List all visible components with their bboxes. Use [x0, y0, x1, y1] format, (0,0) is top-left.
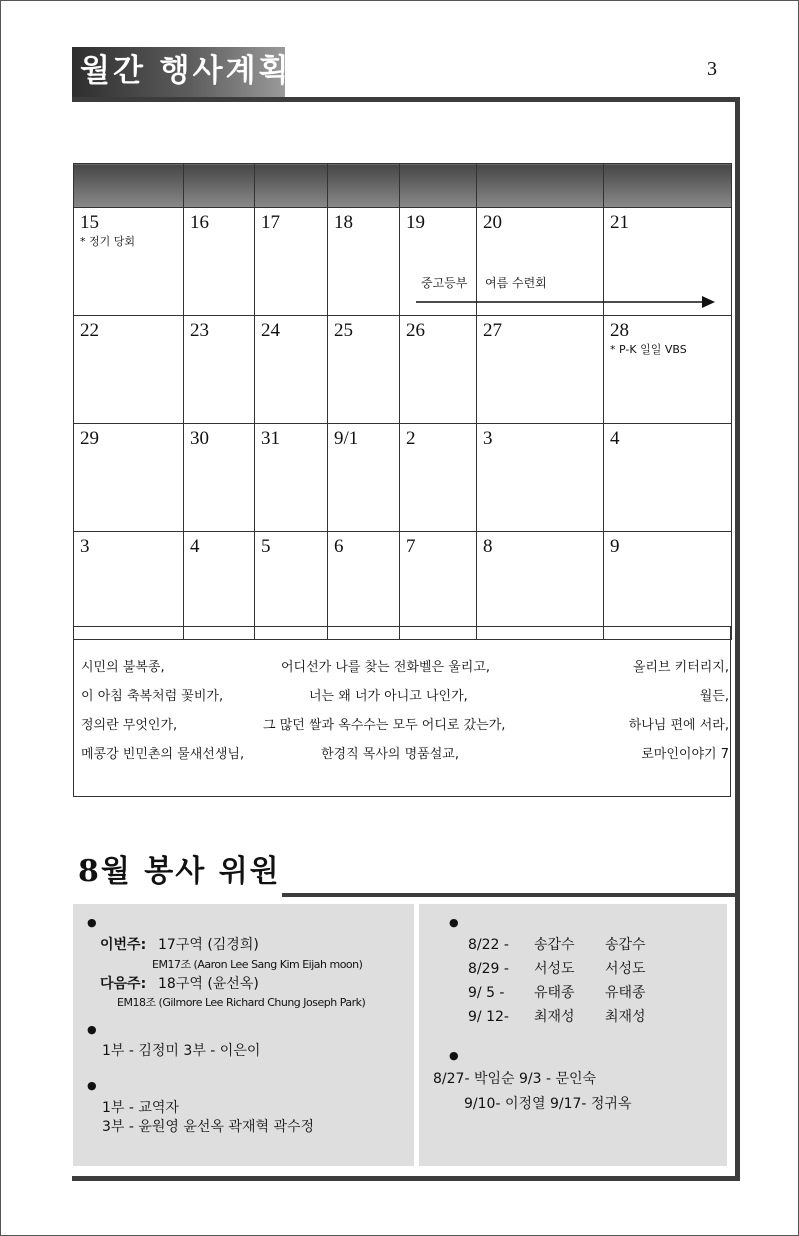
schedule-date: 9/ 5 -: [468, 985, 505, 1001]
monthly-calendar: [73, 163, 732, 640]
book-title: 로마인이야기 7: [641, 747, 729, 762]
day-number: 22: [80, 320, 99, 341]
calendar-day-cell: [477, 316, 604, 424]
calendar-day-cell: [184, 316, 255, 424]
day-event-note: * P-K 일일 VBS: [610, 343, 687, 356]
day-number: 15: [80, 212, 99, 233]
this-week-em-group: EM17조 (Aaron Lee Sang Kim Eijah moon): [152, 958, 363, 971]
schedule-line: 8/27- 박임순 9/3 - 문인숙: [433, 1071, 597, 1087]
day-number: 3: [80, 536, 90, 557]
book-title: 어디선가 나를 찾는 전화벨은 울리고,: [281, 660, 491, 675]
day-number: 28: [610, 320, 629, 341]
calendar-day-cell: [604, 316, 732, 424]
book-list-line: [81, 655, 731, 681]
weekday-header-cell: [400, 164, 477, 208]
calendar-day-cell: [184, 208, 255, 316]
book-list-line: [81, 684, 731, 710]
book-title: 메콩강 빈민촌의 물새선생님,: [81, 747, 245, 762]
calendar-week-row: [74, 316, 732, 424]
day-number: 9: [610, 536, 620, 557]
schedule-name: 최재성: [605, 1009, 646, 1025]
book-title: 한경직 목사의 명품설교,: [321, 747, 459, 762]
calendar-day-cell: [400, 532, 477, 640]
service-group-line: 3부 - 윤원영 윤선옥 곽재혁 곽수정: [102, 1119, 315, 1135]
calendar-week-row: [74, 424, 732, 532]
book-title: 이 아침 축복처럼 꽃비가,: [81, 689, 224, 704]
retreat-label-group: 중고등부: [421, 276, 468, 290]
day-number: 5: [261, 536, 271, 557]
calendar-day-cell: [74, 316, 184, 424]
schedule-name: 송갑수: [534, 937, 575, 953]
service-group-line: 1부 - 김정미 3부 - 이은이: [102, 1043, 261, 1059]
calendar-day-cell: [74, 532, 184, 640]
section-title: 8월 봉사 위원: [78, 854, 281, 889]
calendar-day-cell: [477, 532, 604, 640]
frame-top-rule: [72, 97, 740, 102]
book-title: 하나님 편에 서라,: [628, 718, 729, 733]
next-week-em-group: EM18조 (Gilmore Lee Richard Chung Joseph Park): [117, 996, 366, 1009]
next-week-label: 다음주:: [100, 976, 147, 992]
bullet-icon: ●: [87, 916, 97, 929]
day-number: 16: [190, 212, 209, 233]
day-number: 6: [334, 536, 344, 557]
bullet-icon: ●: [449, 1049, 459, 1062]
day-number: 17: [261, 212, 280, 233]
day-number: 8: [483, 536, 493, 557]
day-number: 24: [261, 320, 280, 341]
next-week-value: 18구역 (윤선옥): [158, 976, 259, 992]
day-number: 19: [406, 212, 425, 233]
frame-right-rule: [735, 97, 740, 1181]
book-title: 그 많던 쌀과 옥수수는 모두 어디로 갔는가,: [263, 718, 506, 733]
section-divider-rule: [282, 893, 740, 897]
day-number: 3: [483, 428, 493, 449]
calendar-day-cell: [255, 424, 328, 532]
frame-bottom-rule: [72, 1176, 740, 1181]
schedule-line: 9/10- 이정열 9/17- 정귀옥: [464, 1096, 632, 1112]
day-number: 2: [406, 428, 416, 449]
calendar-day-cell: [255, 208, 328, 316]
book-list-box: [73, 626, 731, 797]
weekday-header-cell: [74, 164, 184, 208]
retreat-label-title: 여름 수련회: [485, 276, 547, 290]
page-number: 3: [707, 58, 717, 80]
calendar-day-cell: [477, 424, 604, 532]
schedule-name: 서성도: [605, 961, 646, 977]
retreat-span-arrow-icon: [416, 295, 716, 309]
day-number: 27: [483, 320, 502, 341]
day-number: 29: [80, 428, 99, 449]
day-number: 4: [190, 536, 200, 557]
this-week-label: 이번주:: [100, 937, 147, 953]
calendar-week-row: [74, 532, 732, 640]
calendar-day-cell: [74, 424, 184, 532]
day-number: 7: [406, 536, 416, 557]
schedule-date: 9/ 12-: [468, 1009, 509, 1025]
calendar-day-cell: [184, 424, 255, 532]
schedule-date: 8/22 -: [468, 937, 509, 953]
day-number: 4: [610, 428, 620, 449]
book-title: 월든,: [699, 689, 729, 704]
day-number: 25: [334, 320, 353, 341]
book-list-line: [81, 713, 731, 739]
calendar-day-cell: [328, 208, 400, 316]
committee-panel-right: [419, 904, 727, 1166]
schedule-name: 서성도: [534, 961, 575, 977]
calendar-day-cell: [255, 316, 328, 424]
calendar-day-cell: [184, 532, 255, 640]
day-event-note: * 정기 당회: [80, 235, 135, 248]
calendar-day-cell: [328, 532, 400, 640]
schedule-name: 최재성: [534, 1009, 575, 1025]
schedule-name: 유태종: [605, 985, 646, 1001]
weekday-header-cell: [477, 164, 604, 208]
day-number: 20: [483, 212, 502, 233]
calendar-day-cell: [400, 424, 477, 532]
bullet-icon: ●: [87, 1079, 97, 1092]
book-list-line: [81, 742, 731, 768]
calendar-day-cell: [74, 208, 184, 316]
weekday-header-cell: [604, 164, 732, 208]
day-number: 26: [406, 320, 425, 341]
page-title: 월간 행사계획: [80, 53, 292, 89]
committee-panel-left: [73, 904, 414, 1166]
day-number: 21: [610, 212, 629, 233]
weekday-header-cell: [255, 164, 328, 208]
schedule-name: 송갑수: [605, 937, 646, 953]
calendar-day-cell: [604, 424, 732, 532]
bullet-icon: ●: [87, 1023, 97, 1036]
book-title: 시민의 불복종,: [81, 660, 165, 675]
calendar-day-cell: [328, 316, 400, 424]
day-number: 18: [334, 212, 353, 233]
this-week-value: 17구역 (김경희): [158, 937, 259, 953]
day-number: 9/1: [334, 428, 359, 449]
calendar-header-row: [74, 164, 732, 208]
day-number: 31: [261, 428, 280, 449]
day-number: 23: [190, 320, 209, 341]
calendar-day-cell: [328, 424, 400, 532]
bullet-icon: ●: [449, 916, 459, 929]
schedule-name: 유태종: [534, 985, 575, 1001]
calendar-day-cell: [604, 532, 732, 640]
weekday-header-cell: [328, 164, 400, 208]
book-title: 정의란 무엇인가,: [81, 718, 178, 733]
day-number: 30: [190, 428, 209, 449]
book-title: 너는 왜 너가 아니고 나인가,: [309, 689, 468, 704]
calendar-day-cell: [255, 532, 328, 640]
book-title: 올리브 키터리지,: [632, 660, 729, 675]
calendar-day-cell: [400, 316, 477, 424]
weekday-header-cell: [184, 164, 255, 208]
schedule-date: 8/29 -: [468, 961, 509, 977]
service-group-line: 1부 - 교역자: [102, 1100, 179, 1116]
